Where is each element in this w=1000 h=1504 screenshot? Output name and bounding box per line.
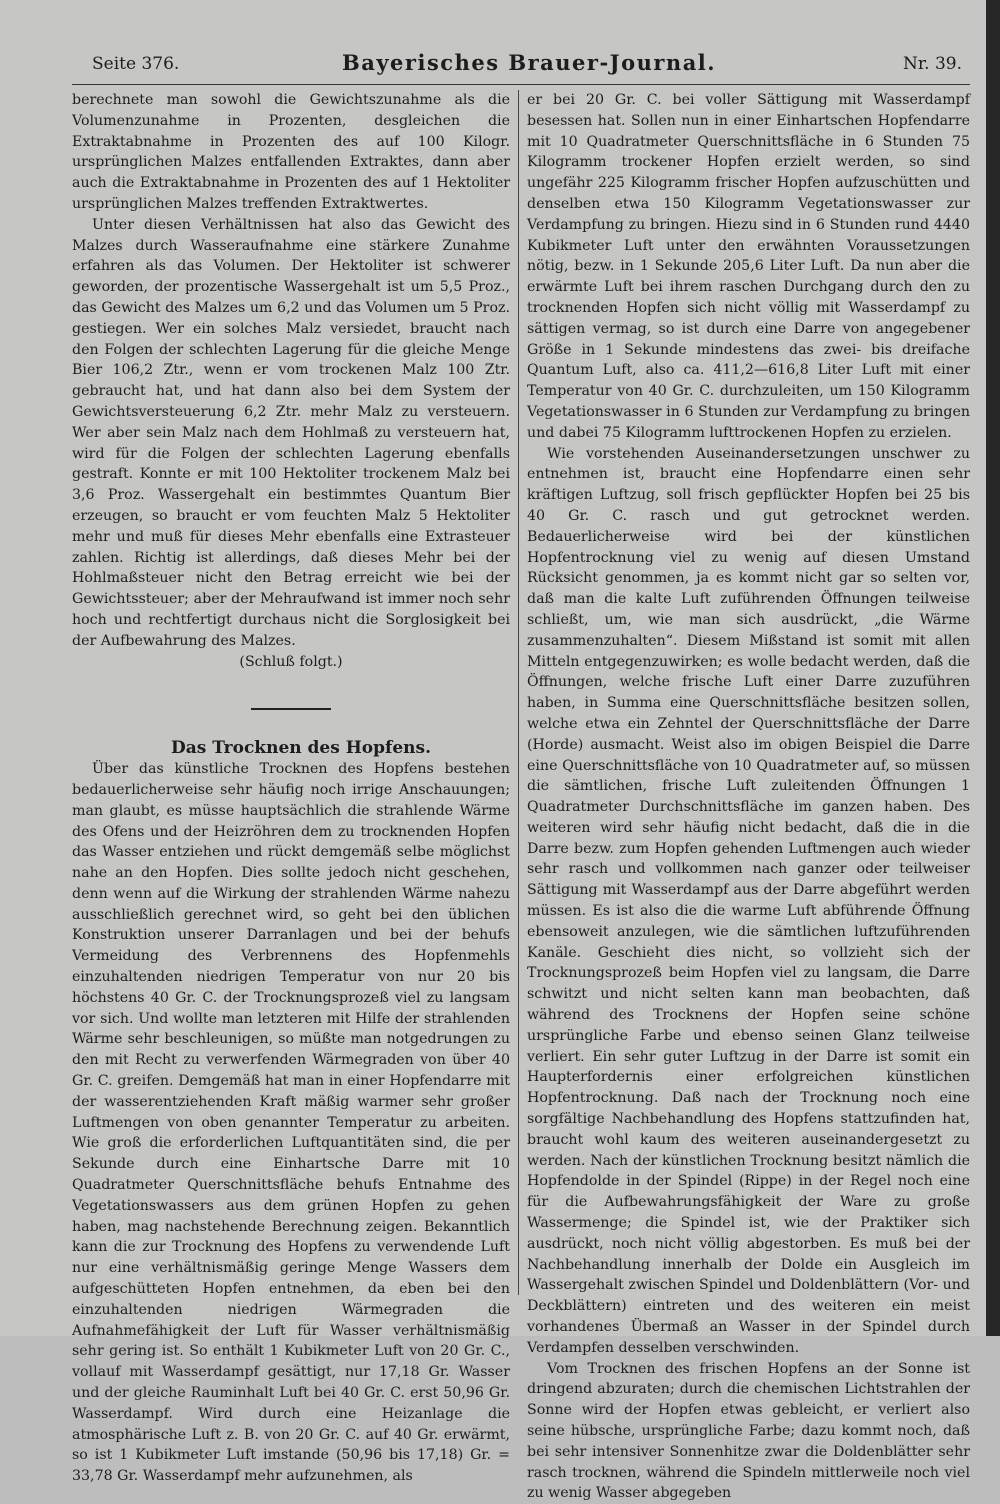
- header-rule: [72, 84, 970, 85]
- paragraph: er bei 20 Gr. C. bei voller Sättigung mit Wasserdampf besessen hat. Sollen nun in einer Einhartschen Hopfendarre mit 10 Quadratmeter Querschnittsfläche in 6 Stunden 75 Kilogramm trockener Hopfen erzielt werden, so sind ungefähr 225 Kilogramm frischer Hopfen aufzuschütten und denselben etwa 150 Kilogramm Vegetationswasser zur Verdampfung zu bringen. Hiezu sind in 6 Stunden rund 4440 Kubikmeter Luft unter den erwähnten Voraussetzungen nötig, bezw. in 1 Sekunde 205,6 Liter Luft. Da nun aber die erwärmte Luft bei ihrem raschen Durchgang durch den zu trocknenden Hopfen sich nicht völlig mit Wasserdampf zu sättigen vermag, so ist durch eine Darre von angegebener Größe in 1 Sekunde mindestens das zwei- bis dreifache Quantum Luft, also ca. 411,2—616,8 Liter Luft mit einer Temperatur von 40 Gr. C. durchzuleiten, um 150 Kilogramm Vegetationswasser in 6 Stunden zur Verdampfung zu bringen und dabei 75 Kilogramm lufttrockenen Hopfen zu erzielen.: [527, 92, 970, 441]
- paragraph: berechnete man sowohl die Gewichtszunahme als die Volumenzunahme in Prozenten, desgleichen die Extraktabnahme in Prozenten des auf 100 Kilogr. ursprünglichen Malzes entfallenden Extraktes, dann aber auch die Extraktabnahme in Prozenten des auf 1 Hektoliter ursprünglichen Malzes treffenden Extraktwertes.: [72, 92, 510, 212]
- section-divider: [251, 708, 331, 710]
- paragraph: Über das künstliche Trocknen des Hopfens bestehen bedauerlicherweise sehr häufig noch irrige Anschauungen; man glaubt, es müsse hauptsächlich die strahlende Wärme des Ofens und der Heizröhren dem zu trocknenden Hopfen das Wasser entziehen und rückt demgemäß selbe möglichst nahe an den Hopfen. Dies sollte jedoch nicht geschehen, denn wenn auf die Wirkung der strahlenden Wärme nahezu ausschließlich gerechnet wird, so geht bei den üblichen Konstruktion unserer Darranlagen und bei der behufs Vermeidung des Verbrennens des Hopfenmehls einzuhaltenden niedrigen Temperatur von nur 20 bis höchstens 40 Gr. C. der Trocknungsprozeß viel zu langsam vor sich. Und wollte man letzteren mit Hilfe der strahlenden Wärme sehr beschleunigen, so müßte man notgedrungen zu den mit Recht zu verwerfenden Wärmegraden von über 40 Gr. C. greifen. Demgemäß hat man in einer Hopfendarre mit der wasserentziehenden Kraft mäßig warmer sehr großer Luftmengen von oben genannter Temperatur zu arbeiten. Wie groß die erforderlichen Luftquantitäten sind, die per Sekunde durch eine Einhartsche Darre mit 10 Quadratmeter Querschnittsfläche behufs Entnahme des Vegetationswassers aus dem grünen Hopfen zu gehen haben, mag nachstehende Berechnung zeigen. Bekanntlich kann die zur Trocknung des Hopfens zu verwendende Luft nur eine verhältnismäßig geringe Menge Wassers dem aufgeschütteten Hopfen entnehmen, da eben bei den einzuhaltenden niedrigen Wärmegraden die Aufnahmefähigkeit der Luft für Wasser verhältnismäßig sehr gering ist. So enthält 1 Kubikmeter Luft von 20 Gr. C., vollauf mit Wasserdampf gesättigt, nur 17,18 Gr. Wasser und der gleiche Rauminhalt Luft bei 40 Gr. C. erst 50,96 Gr. Wasserdampf. Wird durch eine Heizanlage die atmosphärische Luft z. B. von 20 Gr. C. auf 40 Gr. erwärmt, so ist 1 Kubikmeter Luft imstande (50,96 bis 17,18) Gr. = 33,78 Gr. Wasserdampf mehr aufzunehmen, als: [72, 761, 510, 1485]
- continuation-note: (Schluß folgt.): [239, 653, 343, 670]
- paragraph: Wie vorstehenden Auseinandersetzungen unschwer zu entnehmen ist, braucht eine Hopfendarre einen sehr kräftigen Luftzug, soll frisch gepflückter Hopfen bei 25 bis 40 Gr. C. rasch und gut getrocknet werden. Bedauerlicherweise wird bei der künstlichen Hopfentrocknung viel zu wenig auf diesen Umstand Rücksicht genommen, ja es kommt nicht gar so selten vor, daß man die kalte Luft zuführenden Öffnungen teilweise schließt, um, wie man sich ausdrückt, „die Wärme zusammenzuhalten“. Diesem Mißstand ist somit mit allen Mitteln entgegenzuwirken; es wolle bedacht werden, daß die Öffnungen, welche frische Luft einer Darre zuzuführen haben, in Summa eine Querschnittsfläche besitzen sollen, welche etwa ein Zehntel der Querschnittsfläche der Darre (Horde) ausmacht. Weist also im obigen Beispiel die Darre eine Querschnittsfläche von 10 Quadratmeter auf, so müssen die sämtlichen, frische Luft zuleitenden Öffnungen 1 Quadratmeter Durchschnittsfläche im ganzen haben. Des weiteren wird sehr häufig nicht bedacht, daß die in die Darre bezw. zum Hopfen gehenden Luftmengen auch wieder sehr rasch und vollkommen nach ganzer oder teilweiser Sättigung mit Wasserdampf aus der Darre abgeführt werden müssen. Es ist also die die warme Luft abführende Öffnung ebensoweit anzulegen, wie die sämtlichen luftzuführenden Kanäle. Geschieht dies nicht, so vollzieht sich der Trocknungsprozeß beim Hopfen viel zu langsam, die Darre schwitzt und nicht selten kann man beobachten, daß während des Trocknens der Hopfen seine schöne ursprüngliche Farbe und ebenso seinen Glanz teilweise verliert. Ein sehr guter Luftzug in der Darre ist somit ein Haupterfordernis einer erfolgreichen künstlichen Hopfentrocknung. Daß nach der Trocknung noch eine sorgfältige Nachbehandlung des Hopfens stattzufinden hat, braucht wohl kaum des weiteren auseinandergesetzt zu werden. Nach der künstlichen Trocknung besitzt nämlich die Hopfendolde in der Spindel (Rippe) in der Regel noch eine für die Aufbewahrungsfähigkeit der Ware zu große Wassermenge; die Spindel ist, wie der Praktiker sich ausdrückt, noch nicht völlig abgestorben. Es muß bei der Nachbehandlung innerhalb der Dolde ein Ausgleich im Wassergehalt zwischen Spindel und Doldenblättern (Vor- und Deckblättern) eintreten und des weiteren ein meist vorhandenes Übermaß an Wasser in der Spindel durch Verdampfen desselben verschwinden.: [527, 445, 970, 1356]
- column-divider: [518, 90, 519, 1295]
- paragraph: Vom Trocknen des frischen Hopfens an der Sonne ist dringend abzuraten; durch die chemischen Lichtstrahlen der Sonne wird der Hopfen etwas gebleicht, er verliert also seine hübsche, ursprüngliche Farbe; dazu kommt noch, daß bei sehr intensiver Sonnenhitze zwar die Doldenblätter sehr rasch trocknen, während die Spindeln mittlerweile noch viel zu wenig Wasser abgegeben: [527, 1360, 970, 1502]
- issue-number: Nr. 39.: [903, 54, 962, 74]
- right-column: [527, 90, 970, 1502]
- page-edge-shadow: [986, 0, 1000, 1336]
- article-title: Das Trocknen des Hopfens.: [171, 738, 431, 759]
- page-number: Seite 376.: [92, 54, 180, 74]
- paragraph: Unter diesen Verhältnissen hat also das Gewicht des Malzes durch Wasseraufnahme eine stärkere Zunahme erfahren als das Volumen. Der Hektoliter ist schwerer geworden, der prozentische Wassergehalt ist um 5,5 Proz., das Gewicht des Malzes um 6,2 und das Volumen um 5 Proz. gestiegen. Wer ein solches Malz versiedet, braucht nach den Folgen der schlechten Lagerung für die gleiche Menge Bier 106,2 Ztr., wenn er vom trockenen Malz 100 Ztr. gebraucht hat, und hat dann also bei dem System der Gewichtsversteuerung 6,2 Ztr. mehr Malz zu versteuern. Wer aber sein Malz nach dem Hohlmaß zu versteuern hat, wird für die Folgen der schlechten Lagerung ebenfalls gestraft. Konnte er mit 100 Hektoliter trockenem Malz bei 3,6 Proz. Wassergehalt ein bestimmtes Quantum Bier erzeugen, so braucht er vom feuchten Malz 5 Hektoliter mehr und muß für dieses Mehr ebenfalls eine Extrasteuer zahlen. Richtig ist allerdings, daß dieses Mehr bei der Hohlmaßsteuer nicht den Betrag erreicht wie bei der Gewichtssteuer; aber der Mehraufwand ist immer noch sehr hoch und rechtfertigt durchaus nicht die Sorglosigkeit bei der Aufbewahrung des Malzes.: [72, 216, 510, 649]
- journal-title: Bayerisches Brauer-Journal.: [342, 50, 717, 75]
- left-column: [72, 90, 510, 1485]
- page-header: [92, 50, 962, 80]
